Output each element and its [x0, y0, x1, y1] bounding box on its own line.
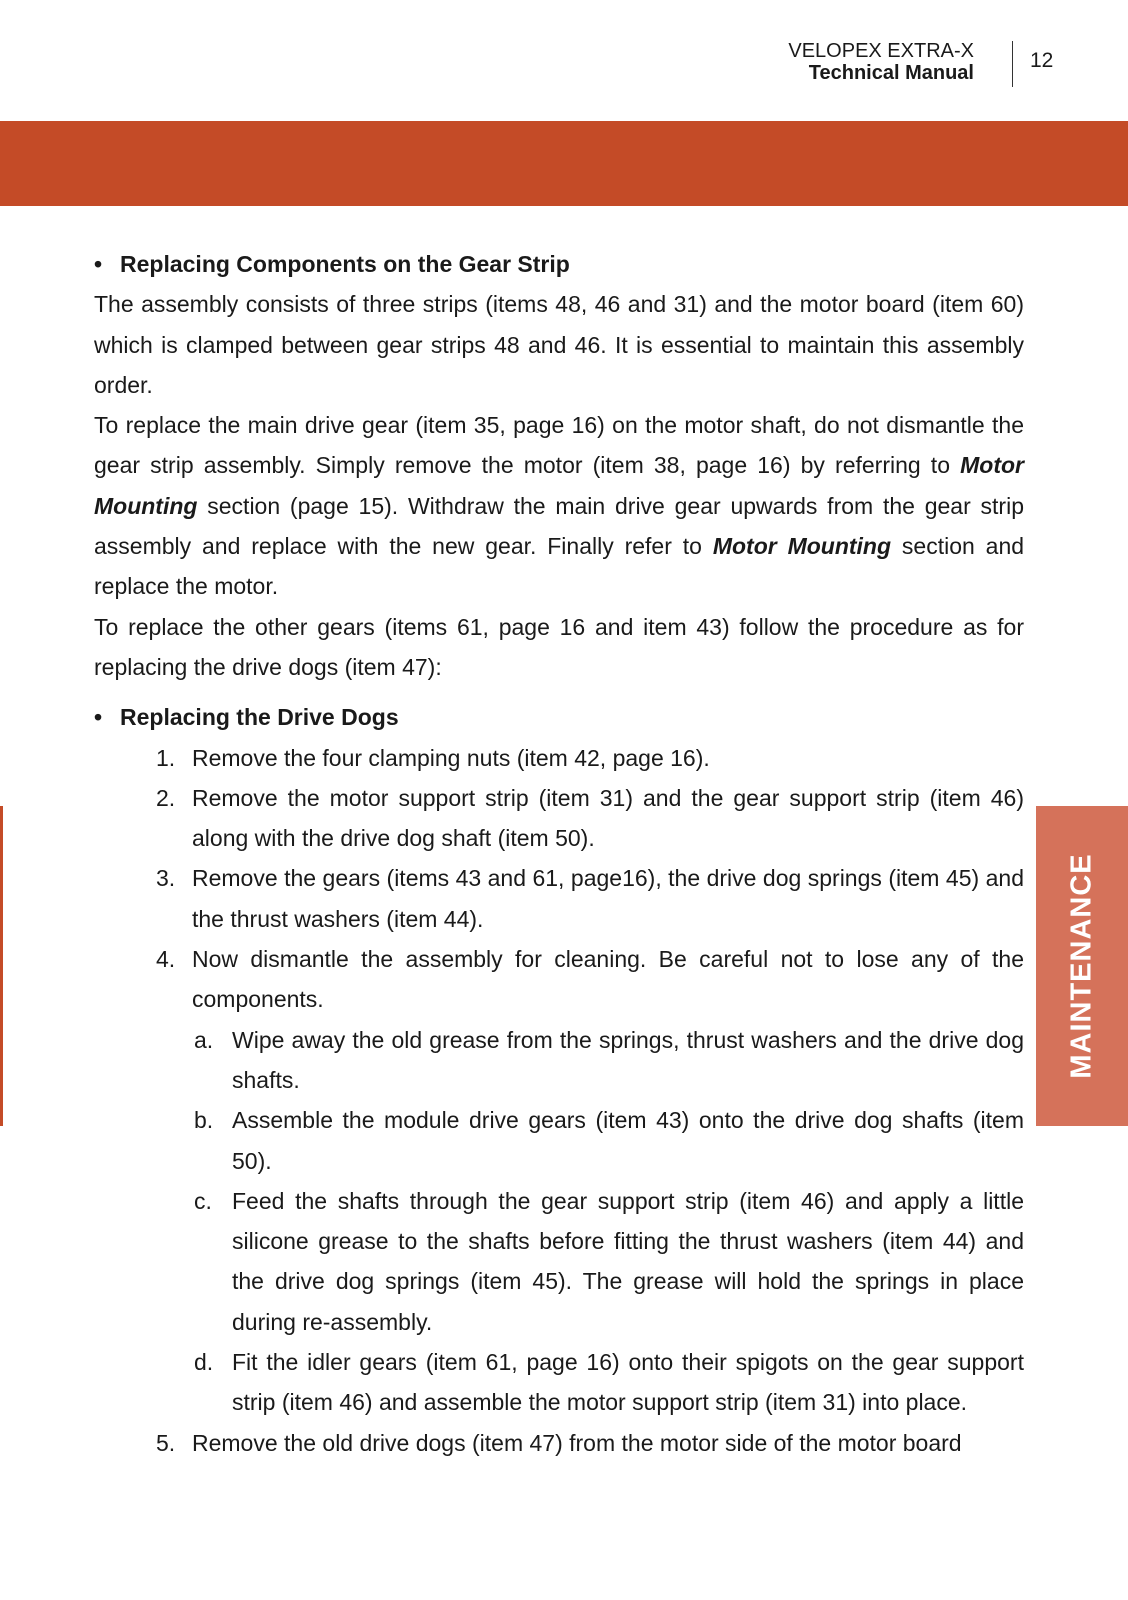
left-margin-rule	[0, 806, 3, 1126]
step-number: 2.	[156, 784, 176, 811]
step-item	[94, 778, 1024, 859]
substep-letter: d.	[194, 1349, 214, 1376]
step-item	[94, 1423, 1024, 1463]
substep-text: Feed the shafts through the gear support strip (item 46) and apply a little silicone grease to the shafts before fitting the thrust washers (item 44) and the drive dog springs (item 45). The grease will hold the springs in place during re-assembly.	[232, 1187, 1024, 1335]
maintenance-tab-label: MAINTENANCE	[1065, 853, 1098, 1079]
step-item	[94, 858, 1024, 939]
running-header	[788, 40, 974, 84]
section-banner	[0, 121, 1128, 206]
substep-item	[94, 1342, 1024, 1423]
paragraph-main-drive-gear	[94, 405, 1024, 606]
section-heading-drive-dogs: • Replacing the Drive Dogs	[94, 697, 1024, 737]
section-heading-gear-strip: • Replacing Components on the Gear Strip	[94, 244, 1024, 284]
product-name: VELOPEX EXTRA-X	[788, 40, 974, 62]
motor-mounting-reference: Motor Mounting	[94, 452, 1024, 519]
page-number: 12	[1030, 49, 1054, 72]
header-divider	[1012, 41, 1013, 87]
motor-mounting-reference: Motor Mounting	[712, 533, 892, 560]
substep-item	[94, 1100, 1024, 1181]
paragraph-text: section (page 15). Withdraw the main drive gear upwards from the gear strip assembly and replace with the new gear. Finally refer to	[94, 492, 1024, 560]
paragraph-assembly: The assembly consists of three strips (items 48, 46 and 31) and the motor board (item 60) which is clamped between gear strips 48 and 46. It is essential to maintain this assembly order.	[94, 291, 1024, 398]
substep-item	[94, 1181, 1024, 1342]
paragraph-other-gears: To replace the other gears (items 61, page 16 and item 43) follow the procedure as for replacing the drive dogs (item 47):	[94, 613, 1024, 680]
step-number: 4.	[156, 946, 176, 973]
step-text: Remove the old drive dogs (item 47) from the motor side of the motor board	[192, 1429, 962, 1456]
step-text: Remove the motor support strip (item 31) and the gear support strip (item 46) along with the drive dog shaft (item 50).	[192, 784, 1024, 852]
substep-text: Fit the idler gears (item 61, page 16) onto their spigots on the gear support strip (item 46) and assemble the motor support strip (item 31) into place.	[232, 1349, 1024, 1416]
substep-text: Wipe away the old grease from the springs, thrust washers and the drive dog shafts.	[232, 1026, 1024, 1093]
substep-item	[94, 1020, 1024, 1101]
maintenance-tab	[1036, 806, 1128, 1126]
step-number: 3.	[156, 865, 176, 892]
substep-letter: b.	[194, 1107, 214, 1134]
page-content	[94, 244, 1024, 1463]
paragraph-text: section and replace the motor.	[94, 533, 1025, 600]
drive-dogs-steps	[94, 738, 1024, 1463]
step-item	[94, 738, 1024, 778]
cleaning-substeps	[192, 1020, 1024, 1423]
paragraph-text: To replace the main drive gear (item 35, page 16) on the motor shaft, do not dismantle the gear strip assembly. Simply remove the motor (item 38, page 16) by referring to	[94, 412, 1024, 479]
step-text: Remove the four clamping nuts (item 42, page 16).	[192, 744, 710, 771]
manual-title: Technical Manual	[808, 62, 974, 84]
step-item	[94, 939, 1024, 1423]
step-number: 1.	[156, 744, 176, 771]
substep-letter: c.	[194, 1187, 212, 1214]
step-number: 5.	[156, 1429, 176, 1456]
step-text: Now dismantle the assembly for cleaning. Be careful not to lose any of the components.	[192, 946, 1024, 1013]
step-text: Remove the gears (items 43 and 61, page16), the drive dog springs (item 45) and the thrust washers (item 44).	[192, 865, 1024, 932]
substep-text: Assemble the module drive gears (item 43) onto the drive dog shafts (item 50).	[232, 1107, 1024, 1174]
substep-letter: a.	[194, 1026, 214, 1053]
